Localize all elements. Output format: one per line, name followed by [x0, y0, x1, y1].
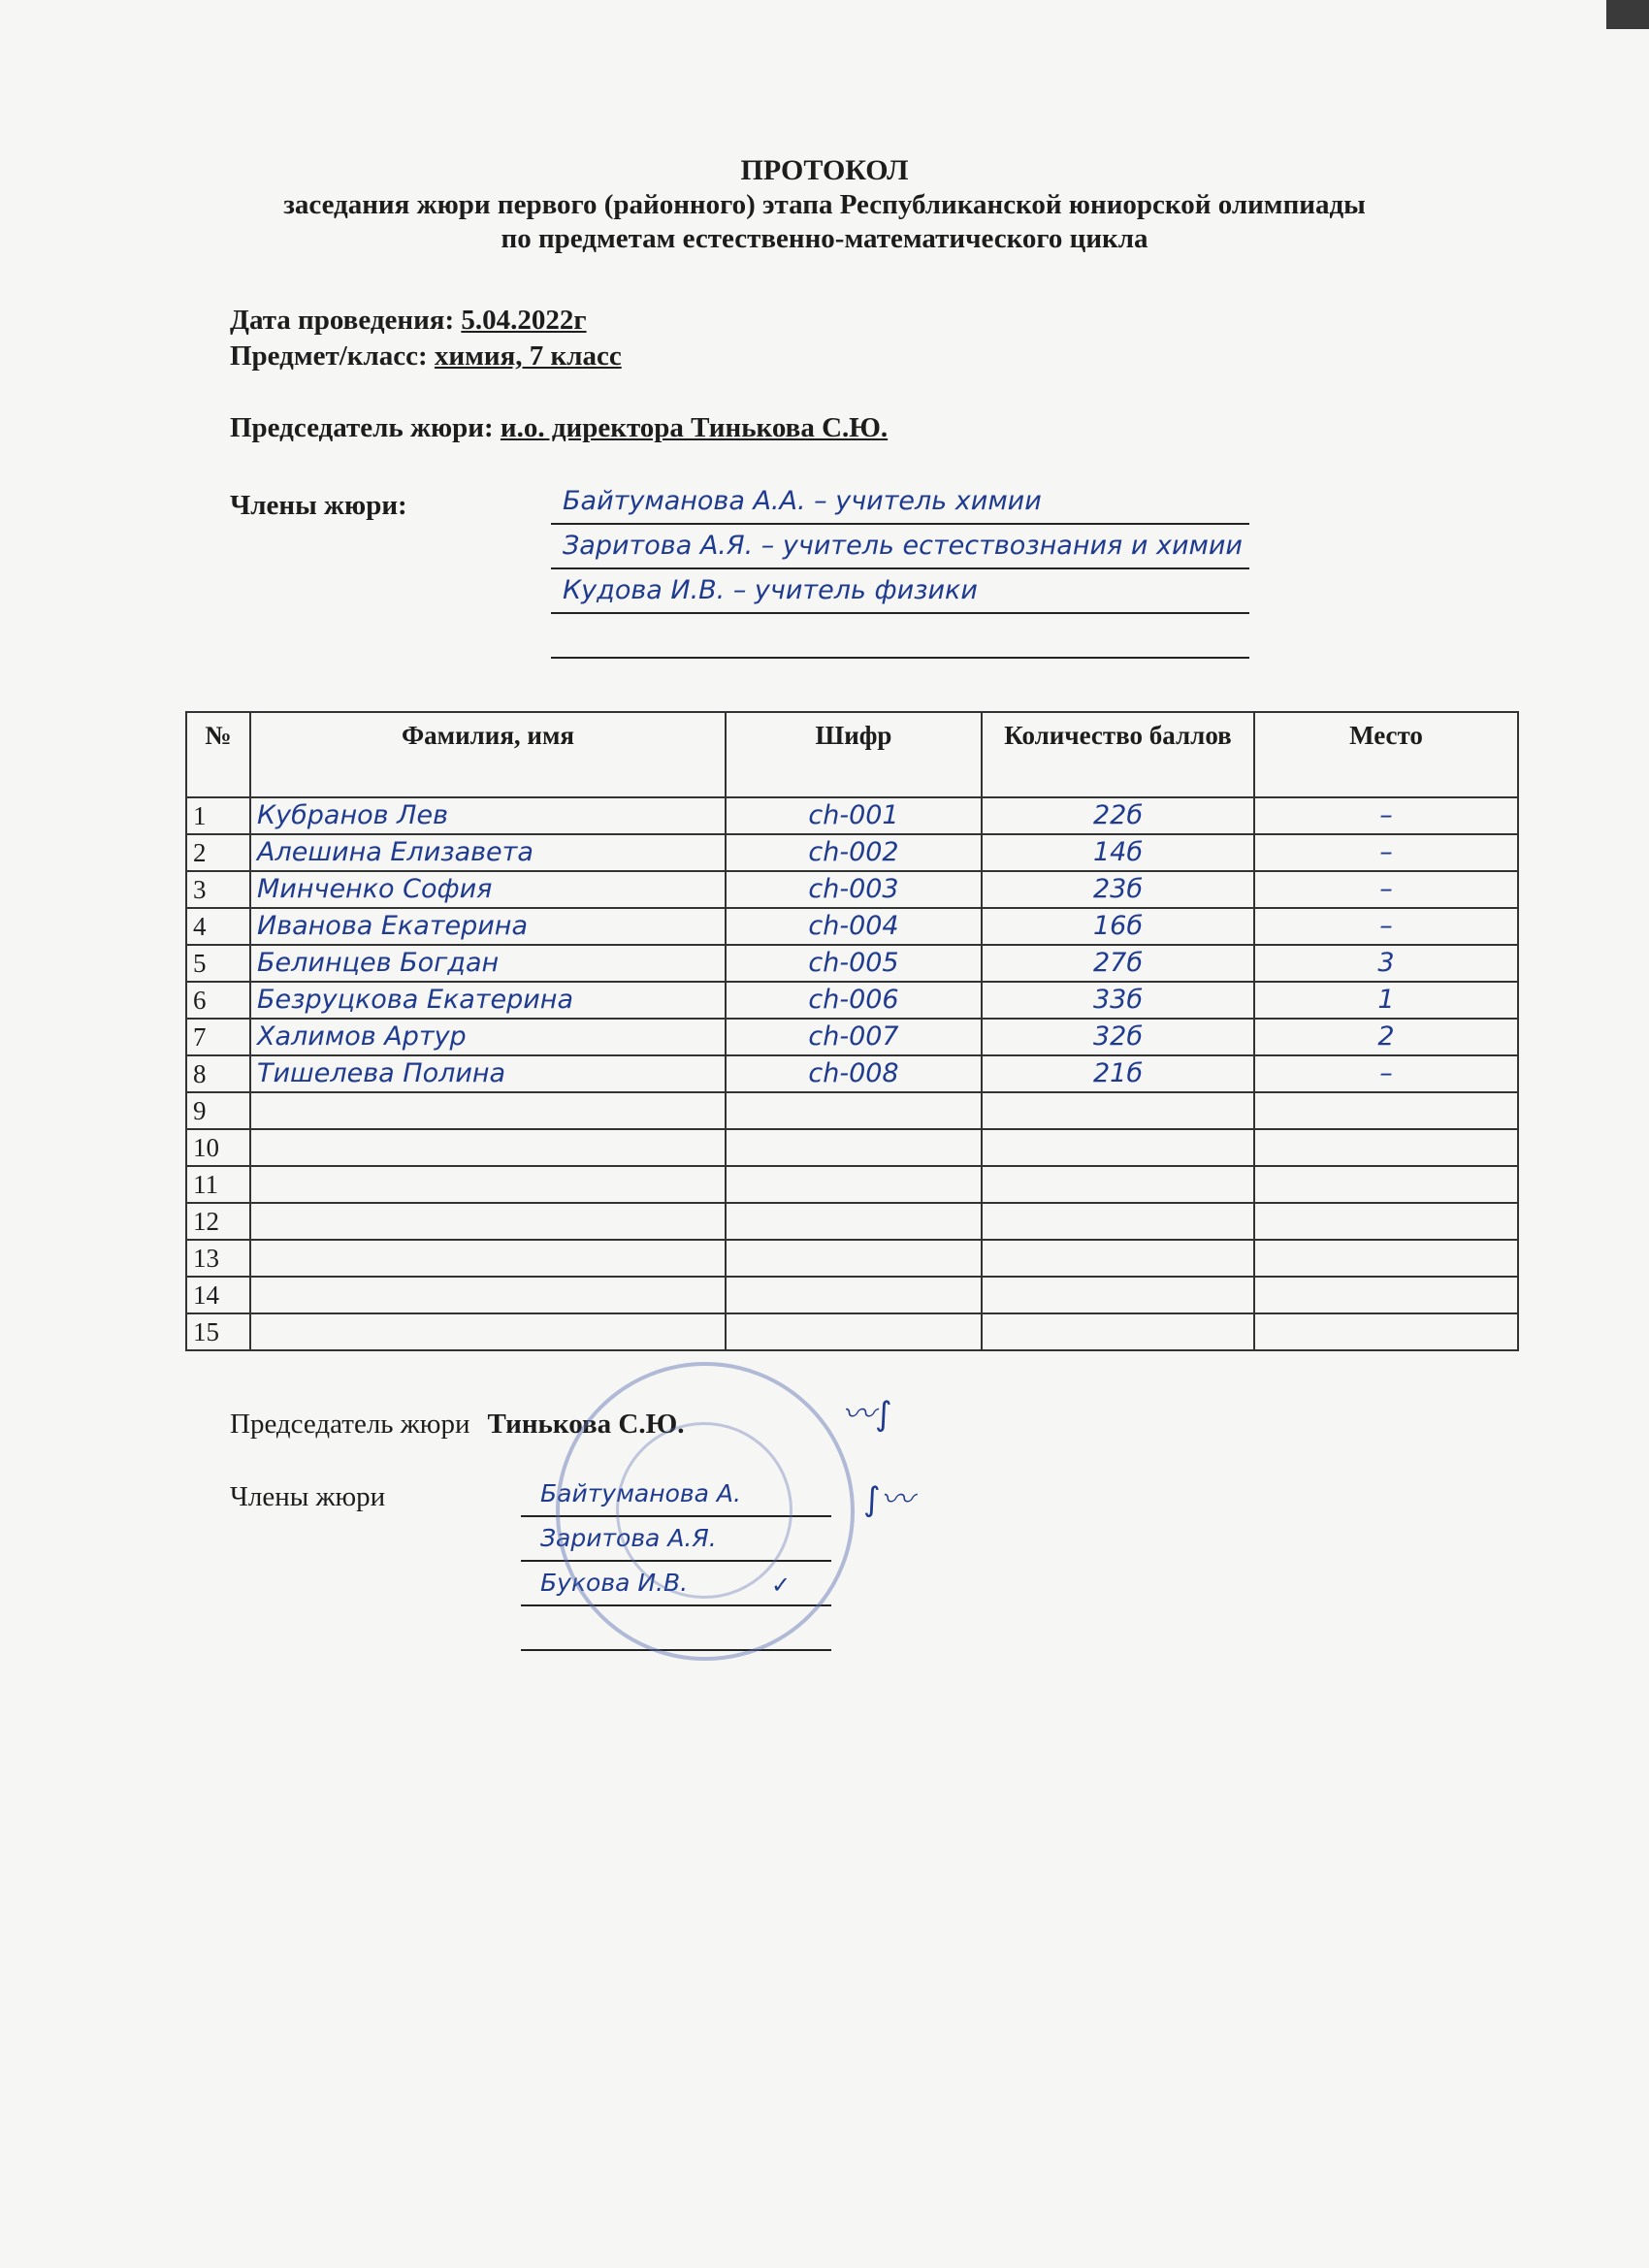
table-row	[186, 908, 1518, 945]
participant-name-cell: Тишелева Полина	[250, 1055, 726, 1092]
row-number-cell: 6	[186, 982, 250, 1019]
table-row	[186, 1203, 1518, 1240]
scan-edge	[1606, 0, 1649, 29]
participant-name-cell: Иванова Екатерина	[250, 908, 726, 945]
jury-member-line: Кудова И.В. – учитель физики	[551, 569, 1249, 614]
row-number-cell: 11	[186, 1166, 250, 1203]
footer-members-label: Члены жюри	[230, 1481, 386, 1512]
footer-member-line: Заритова А.Я.	[521, 1517, 831, 1562]
row-number-cell: 15	[186, 1313, 250, 1350]
participant-code-cell	[726, 1277, 982, 1313]
row-number-cell: 13	[186, 1240, 250, 1277]
document-title: ПРОТОКОЛ	[740, 154, 909, 186]
table-row	[186, 1019, 1518, 1055]
participant-place-cell: 2	[1254, 1019, 1518, 1055]
table-header-row	[186, 712, 1518, 797]
participant-code-cell	[726, 1313, 982, 1350]
participant-place-cell: 1	[1254, 982, 1518, 1019]
subject-value: химия, 7 класс	[434, 340, 622, 372]
column-header-number: №	[186, 712, 250, 797]
official-stamp-inner-ring	[616, 1422, 792, 1599]
subject-row	[230, 339, 622, 374]
participant-code-cell	[726, 1240, 982, 1277]
participant-place-cell	[1254, 1092, 1518, 1129]
participant-code-cell: ch-001	[726, 797, 982, 834]
participant-score-cell: 16б	[982, 908, 1254, 945]
row-number-cell: 8	[186, 1055, 250, 1092]
document-subtitle-line2: по предметам естественно-математического цикла	[501, 223, 1148, 254]
participant-name-cell	[250, 1166, 726, 1203]
participant-place-cell	[1254, 1166, 1518, 1203]
participant-code-cell	[726, 1203, 982, 1240]
participant-name-cell	[250, 1129, 726, 1166]
date-value: 5.04.2022г	[461, 305, 587, 336]
chair-label: Председатель жюри:	[230, 412, 501, 443]
participant-code-cell	[726, 1129, 982, 1166]
footer-chair-label: Председатель жюри	[230, 1409, 470, 1440]
column-header-code: Шифр	[726, 712, 982, 797]
participant-code-cell: ch-004	[726, 908, 982, 945]
table-body	[186, 797, 1518, 1350]
participant-score-cell: 27б	[982, 945, 1254, 982]
chair-signature: 〰∫	[842, 1395, 892, 1434]
row-number-cell: 7	[186, 1019, 250, 1055]
participant-place-cell	[1254, 1129, 1518, 1166]
row-number-cell: 10	[186, 1129, 250, 1166]
table-row	[186, 1240, 1518, 1277]
footer-member-line: Букова И.В.	[521, 1562, 831, 1606]
column-header-score: Количество баллов	[982, 712, 1254, 797]
participant-score-cell: 21б	[982, 1055, 1254, 1092]
footer-member-line: Байтуманова А.	[521, 1473, 831, 1517]
table-row	[186, 1313, 1518, 1350]
row-number-cell: 2	[186, 834, 250, 871]
results-table	[185, 711, 1519, 1351]
participant-place-cell: –	[1254, 871, 1518, 908]
date-row	[230, 303, 622, 339]
participant-code-cell: ch-003	[726, 871, 982, 908]
participant-name-cell: Алешина Елизавета	[250, 834, 726, 871]
subject-label: Предмет/класс:	[230, 340, 435, 372]
participant-name-cell: Белинцев Богдан	[250, 945, 726, 982]
participant-place-cell: 3	[1254, 945, 1518, 982]
participant-score-cell	[982, 1240, 1254, 1277]
table-row	[186, 1092, 1518, 1129]
table-row	[186, 797, 1518, 834]
participant-score-cell	[982, 1277, 1254, 1313]
row-number-cell: 14	[186, 1277, 250, 1313]
row-number-cell: 12	[186, 1203, 250, 1240]
participant-code-cell	[726, 1092, 982, 1129]
participant-code-cell	[726, 1166, 982, 1203]
jury-member-line: Заритова А.Я. – учитель естествознания и химии	[551, 525, 1249, 569]
date-label: Дата проведения:	[230, 305, 462, 336]
row-number-cell: 3	[186, 871, 250, 908]
row-number-cell: 1	[186, 797, 250, 834]
table-row	[186, 1166, 1518, 1203]
jury-member-line	[551, 614, 1249, 659]
participant-name-cell	[250, 1277, 726, 1313]
participant-place-cell	[1254, 1313, 1518, 1350]
row-number-cell: 4	[186, 908, 250, 945]
table-row	[186, 1129, 1518, 1166]
official-stamp	[556, 1362, 855, 1661]
participant-name-cell	[250, 1203, 726, 1240]
participant-code-cell: ch-002	[726, 834, 982, 871]
participant-name-cell: Кубранов Лев	[250, 797, 726, 834]
participant-name-cell: Минченко София	[250, 871, 726, 908]
participant-score-cell: 22б	[982, 797, 1254, 834]
chair-row	[230, 412, 888, 444]
table-row	[186, 982, 1518, 1019]
participant-code-cell: ch-008	[726, 1055, 982, 1092]
participant-place-cell	[1254, 1240, 1518, 1277]
participant-score-cell: 32б	[982, 1019, 1254, 1055]
participant-score-cell	[982, 1313, 1254, 1350]
participant-place-cell	[1254, 1277, 1518, 1313]
participant-score-cell	[982, 1092, 1254, 1129]
participant-score-cell	[982, 1203, 1254, 1240]
participant-score-cell: 23б	[982, 871, 1254, 908]
participant-place-cell: –	[1254, 908, 1518, 945]
participant-name-cell	[250, 1240, 726, 1277]
table-row	[186, 834, 1518, 871]
jury-members-label: Члены жюри:	[230, 490, 407, 521]
participant-score-cell	[982, 1129, 1254, 1166]
participant-score-cell: 14б	[982, 834, 1254, 871]
row-number-cell: 9	[186, 1092, 250, 1129]
table-row	[186, 1277, 1518, 1313]
column-header-name: Фамилия, имя	[250, 712, 726, 797]
participant-code-cell: ch-007	[726, 1019, 982, 1055]
footer-chair-name: Тинькова С.Ю.	[487, 1409, 685, 1440]
participant-name-cell	[250, 1313, 726, 1350]
participant-code-cell: ch-006	[726, 982, 982, 1019]
participant-score-cell	[982, 1166, 1254, 1203]
participant-code-cell: ch-005	[726, 945, 982, 982]
jury-member-line: Байтуманова А.А. – учитель химии	[551, 480, 1249, 525]
meta-block	[230, 303, 622, 374]
table-row	[186, 1055, 1518, 1092]
participant-score-cell: 33б	[982, 982, 1254, 1019]
table-row	[186, 945, 1518, 982]
participant-place-cell: –	[1254, 1055, 1518, 1092]
member-signature: ∫〰	[863, 1480, 914, 1519]
column-header-place: Место	[1254, 712, 1518, 797]
chair-value: и.о. директора Тинькова С.Ю.	[500, 412, 889, 443]
participant-place-cell: –	[1254, 834, 1518, 871]
member-signature-mark: ✓	[771, 1571, 792, 1599]
table-row	[186, 871, 1518, 908]
participant-name-cell: Халимов Артур	[250, 1019, 726, 1055]
participant-place-cell	[1254, 1203, 1518, 1240]
jury-members-lines	[551, 480, 1249, 659]
row-number-cell: 5	[186, 945, 250, 982]
document-header	[0, 153, 1649, 256]
participant-name-cell	[250, 1092, 726, 1129]
document-subtitle-line1: заседания жюри первого (районного) этапа Республиканской юниорской олимпиады	[283, 189, 1366, 220]
participant-place-cell: –	[1254, 797, 1518, 834]
participant-name-cell: Безруцкова Екатерина	[250, 982, 726, 1019]
